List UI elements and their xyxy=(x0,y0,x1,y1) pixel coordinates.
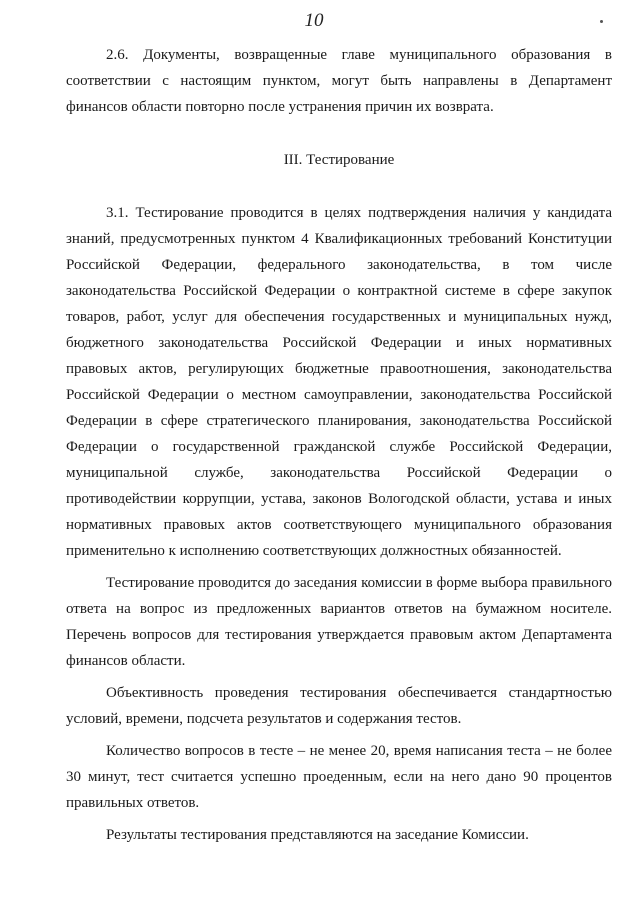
section-heading: III. Тестирование xyxy=(283,152,395,168)
scan-speck xyxy=(600,20,603,23)
paragraph-objectivity: Объективность проведения тестирования обеспечивается стандартностью условий, времени, подсчета результатов и содержания тестов. xyxy=(66,685,612,727)
paragraph-3-1: 3.1. Тестирование проводится в целях подтверждения наличия у кандидата знаний, предусмотренных пунктом 4 Квалификационных требований Конституции Российской Федерации, федерального законодательства, в том числе законодательства Российской Федерации о контрактной системе в сфере закупок товаров, работ, услуг для обеспечения государственных и муниципальных нужд, бюджетного законодательства Российской Федерации и иных нормативных правовых актов, регулирующих бюджетные правоотношения, законодательства Российской Федерации о местном самоуправлении, законодательства Российской Федерации в сфере стратегического планирования, законодательства Российской Федерации о государственной гражданской службе Российской Федерации, муниципальной службе, законодательства Российской Федерации о противодействии коррупции, устава, законов Вологодской области, устава и иных нормативных правовых актов соответствующего муниципального образования применительно к исполнению соответствующих должностных обязанностей. xyxy=(66,205,612,559)
paragraph-2-6: 2.6. Документы, возвращенные главе муниципального образования в соответствии с настоящим пунктом, могут быть направлены в Департамент финансов области повторно после устранения причин их возврата. xyxy=(66,47,612,115)
page-number: 10 xyxy=(304,10,324,31)
paragraph-results: Результаты тестирования представляются на заседание Комиссии. xyxy=(106,827,529,843)
paragraph-question-count: Количество вопросов в тесте – не менее 20, время написания теста – не более 30 минут, тест считается успешно проеденным, если на него дано 90 процентов правильных ответов. xyxy=(66,743,612,811)
document-body xyxy=(66,42,612,848)
paragraph-testing-form: Тестирование проводится до заседания комиссии в форме выбора правильного ответа на вопрос из предложенных вариантов ответов на бумажном носителе. Перечень вопросов для тестирования утверждается правовым актом Департамента финансов области. xyxy=(66,575,612,669)
